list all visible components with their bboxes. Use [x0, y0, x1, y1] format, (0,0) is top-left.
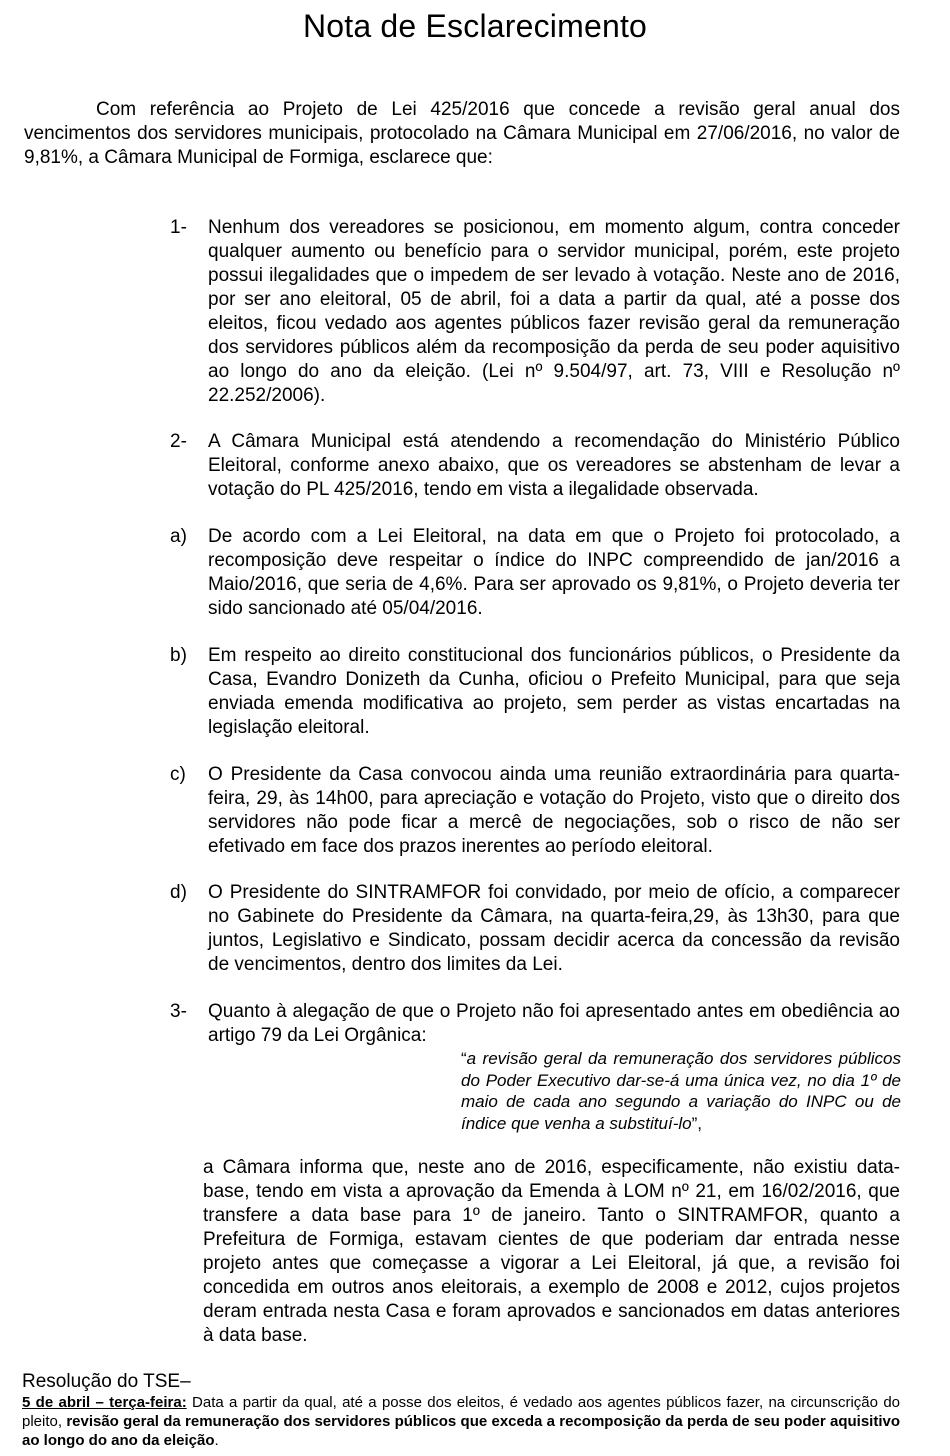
footer-title: Resolução do TSE– — [22, 1371, 191, 1392]
item-marker: 3- — [170, 1001, 187, 1022]
item-text: Em respeito ao direito constitucional dos funcionários públicos, o Presidente da Casa, Evandro Donizeth da Cunha, oficiou o Prefeito Municipal, para que seja enviada emenda modificativa ao projeto, sem perder as vistas encartadas na legislação eleitoral. — [208, 645, 900, 738]
list-item-b — [170, 644, 900, 740]
item-marker: a) — [170, 526, 187, 547]
intro-paragraph: Com referência ao Projeto de Lei 425/2016 que concede a revisão geral anual dos vencimentos dos servidores municipais, protocolado na Câmara Municipal em 27/06/2016, no valor de 9,81%, a Câmara Municipal de Formiga, esclarece que: — [24, 99, 900, 168]
quote-open-mark: “ — [461, 1049, 467, 1068]
item-text: O Presidente da Casa convocou ainda uma reunião extraordinária para quarta-feira, 29, às 14h00, para apreciação e votação do Projeto, visto que o direito dos servidores não pode ficar a mercê de negociações, sob o risco de não ser efetivado em face dos prazos inerentes ao período eleitoral. — [208, 764, 900, 857]
item-text: O Presidente do SINTRAMFOR foi convidado, por meio de ofício, a comparecer no Gabinete do Presidente da Câmara, na quarta-feira,29, às 13h30, para que juntos, Legislativo e Sindicato, possam decidir acerca da concessão da revisão de vencimentos, dentro dos limites da Lei. — [208, 882, 900, 975]
item-marker: 1- — [170, 217, 187, 238]
document-title: Nota de Esclarecimento — [302, 8, 648, 44]
footer-note — [22, 1393, 900, 1450]
list-item-3 — [170, 1000, 900, 1048]
item-marker: c) — [170, 764, 186, 785]
item-marker: b) — [170, 645, 187, 666]
list-item-a — [170, 525, 900, 621]
quote-close-mark: ”, — [691, 1113, 702, 1133]
list-item-d — [170, 881, 900, 977]
footer-text-plain: Data a partir da qual, até a posse dos eleitos, é vedado aos agentes públicos fazer, na circunscrição do pleito, — [22, 1394, 900, 1430]
item-text: Nenhum dos vereadores se posicionou, em momento algum, contra conceder qualquer aumento ou benefício para o servidor municipal, porém, este projeto possui ilegalidades que o impedem de ser levado à votação. Neste ano de 2016, por ser ano eleitoral, 05 de abril, foi a data a partir da qual, até a posse dos eleitos, ficou vedado aos agentes públicos fazer revisão geral da remuneração dos servidores públicos além da recomposição da perda de seu poder aquisitivo ao longo do ano da eleição. (Lei nº 9.504/97, art. 73, VIII e Resolução nº 22.252/2006). — [208, 217, 900, 406]
footer-text-end: . — [214, 1432, 219, 1449]
footer-date-label: 5 de abril – terça-feira: — [22, 1394, 187, 1411]
list-item-c — [170, 763, 900, 859]
item-3-continuation: a Câmara informa que, neste ano de 2016, especificamente, não existiu data-base, tendo em vista a aprovação da Emenda à LOM nº 21, em 16/02/2016, que transfere a data base para 1º de janeiro. Tanto o SINTRAMFOR, quanto a Prefeitura de Formiga, estavam cientes de que poderiam dar entrada nesse projeto antes que começasse a vigorar a Lei Eleitoral, já que, a revisão foi concedida em outros anos eleitorais, a exemplo de 2008 e 2012, cujos projetos deram entrada nesta Casa e foram aprovados e sancionados em datas anteriores à data base. — [203, 1157, 900, 1346]
item-marker: d) — [170, 882, 187, 903]
item-text: A Câmara Municipal está atendendo a recomendação do Ministério Público Eleitoral, conforme anexo abaixo, que os vereadores se abstenham de levar a votação do PL 425/2016, tendo em vista a ilegalidade observada. — [208, 431, 900, 500]
law-quote — [461, 1048, 901, 1134]
footer-text-bold: revisão geral da remuneração dos servidores públicos que exceda a recomposição da perda de seu poder aquisitivo ao longo do ano da eleição — [22, 1413, 900, 1449]
list-item-1 — [170, 216, 900, 408]
item-text: De acordo com a Lei Eleitoral, na data em que o Projeto foi protocolado, a recomposição deve respeitar o índice do INPC compreendido de jan/2016 a Maio/2016, que seria de 4,6%. Para ser aprovado os 9,81%, o Projeto deveria ter sido sancionado até 05/04/2016. — [208, 526, 900, 619]
list-item-2 — [170, 430, 900, 502]
item-marker: 2- — [170, 431, 187, 452]
item-text: Quanto à alegação de que o Projeto não foi apresentado antes em obediência ao artigo 79 da Lei Orgânica: — [208, 1001, 900, 1046]
quote-text: a revisão geral da remuneração dos servidores públicos do Poder Executivo dar-se-á uma única vez, no dia 1º de maio de cada ano segundo a variação do INPC ou de índice que venha a substituí-lo — [461, 1049, 901, 1133]
